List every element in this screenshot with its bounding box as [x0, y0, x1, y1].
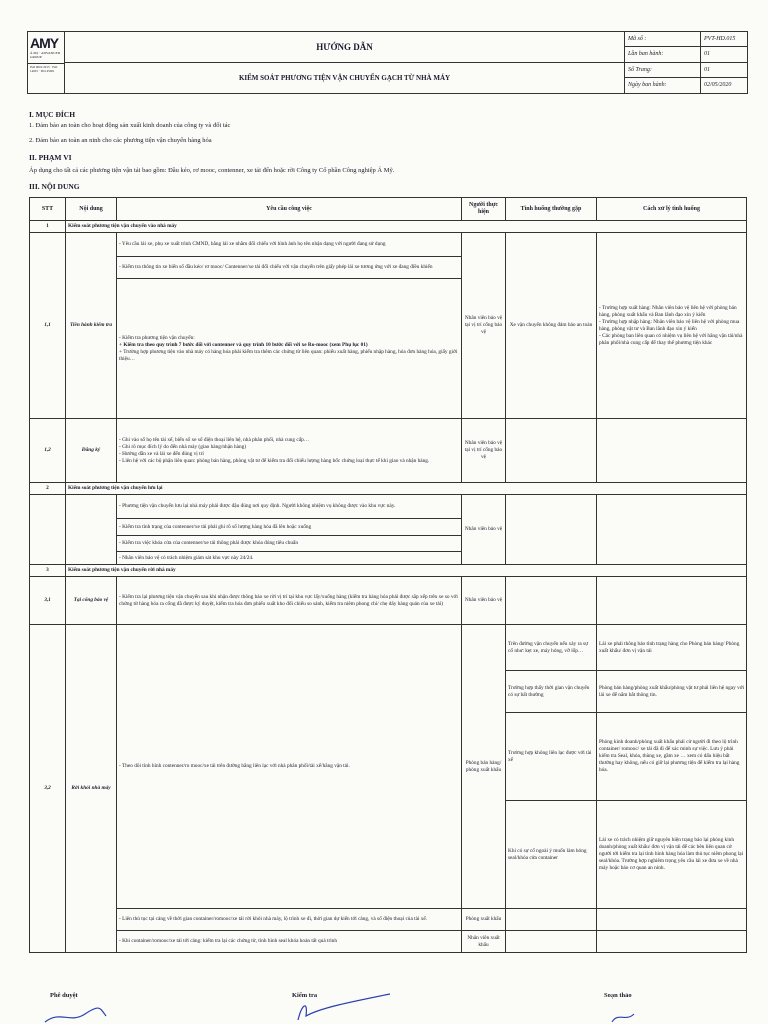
meta-value: PVT-HD.015: [700, 32, 747, 47]
meta-key: Lần ban hành:: [628, 51, 664, 58]
row-requirement: - Nhân viên bảo vệ có trách nhiệm giám sát khu vực này 24/24.: [117, 552, 462, 565]
row-requirement: - Kiểm tra phương tiện vận chuyển:: [119, 334, 195, 341]
row-requirement: - Kiểm tra việc khóa cửa của contenner/xe tải thông phải được khóa đúng tiêu chuẩn: [117, 536, 462, 552]
row-situation: Trường hợp không liên lạc được với tài xế: [506, 713, 597, 801]
purpose-item: 1. Đảm bảo an toàn cho hoạt động sản xuất kinh doanh của công ty và đối tác: [29, 122, 231, 129]
row-content: Đăng ký: [66, 419, 117, 483]
meta-code: [625, 32, 747, 47]
group-title: Kiểm soát phương tiện vận chuyển lưu lại: [66, 483, 747, 495]
col-header-performer: Người thực hiện: [462, 198, 506, 221]
group-number: 1: [30, 221, 66, 233]
row-situation: [506, 419, 597, 483]
purpose-item: 2. Đảm bảo an toàn an ninh cho các phương tiện vận chuyển hàng hóa: [29, 137, 212, 144]
row-handling: Lái xe phải thông báo tình trạng hàng cho Phòng bán hàng/ Phòng xuất khẩu/ đơn vị vận tải: [597, 625, 747, 671]
row-handling: Phòng kinh doanh/phòng xuất khẩu phải cử người đi theo lộ trình container/ romooc/ xe tải đã đi để xác minh sự việc. Lưu ý phải kiểm tra Seal, khóa, thùng xe, gầm xe … xem có dấu hiệu bất thường hay không, nếu có giữ lại phương tiện để kiểm tra lại hàng hóa.: [597, 713, 747, 801]
row-handling: Lái xe có trách nhiệm giữ nguyên hiện trạng báo lại phòng kinh doanh/phòng xuất khẩu/ đơn vị vận tải để các bên liên quan cử người tới kiểm tra lại tình hình hàng hóa làm thủ tục niêm phong lại seal/khóa. Trường hợp nghiêm trọng yêu cầu lái xe đưa xe về nhà máy hoặc báo cơ quan an ninh.: [597, 801, 747, 909]
row-situation: [506, 909, 597, 931]
row-requirement: - Kiểm tra lại phương tiện vận chuyển sau khi nhận được thông báo xe rời vị trí tại khu vực lấy/xuống hàng (kiểm tra hàng hóa phải được sắp xếp trên xe so với chứng từ hàng hóa ra cổng đã được ký duyệt, kiểm tra hóa đơn phiếu xuất kho đối chiếu so sánh, kiểm tra niêm phong chì/ chẹ dây hàng quản của xe tải): [117, 577, 462, 625]
signature-draft-label: Soạn thảo: [604, 992, 632, 999]
meta-issue: [625, 47, 747, 62]
table-row: [30, 419, 747, 483]
scope-text: Áp dụng cho tất cả các phương tiện vận tải bao gồm: Đầu kéo, rơ mooc, contenner, xe tải đến hoặc rời Công ty Cổ phần Công nghiệp Á Mỹ.: [29, 167, 395, 174]
row-number: 3,2: [30, 625, 66, 953]
group-row: [30, 565, 747, 577]
group-title: Kiểm soát phương tiện vận chuyển rời nhà máy: [66, 565, 747, 577]
row-requirement: - Yêu cầu lái xe, phụ xe xuất trình CMND, bằng lái xe nhằm đối chiếu với hình ảnh họ tên nhận dạng với người đang sử dụng: [117, 233, 462, 257]
document-meta: [625, 32, 747, 93]
row-handling: [597, 931, 747, 953]
row-requirement-group: [117, 279, 462, 419]
row-requirement: - Khi container/romooc/xe tải tới cảng: kiểm tra lại các chứng từ, tình hình seal khóa hoàn tất quá trình: [117, 931, 462, 953]
row-performer: Nhân viên bảo vệ tại vị trí cổng bảo vệ: [462, 233, 506, 419]
company-logo: [28, 32, 65, 93]
group-number: 3: [30, 565, 66, 577]
row-situation: [506, 931, 597, 953]
group-row: [30, 221, 747, 233]
row-handling: [597, 495, 747, 565]
logo-text: AMY: [30, 35, 59, 51]
table-row: [30, 577, 747, 625]
signature-check-mark: [290, 990, 400, 1024]
row-requirement: - Theo dõi tình hình contenner/ro mooc/xe tải trên đường bằng liên lạc với nhà phân phối/tài xế/hãng vận tải.: [117, 625, 462, 909]
row-performer: Nhân viên xuất khẩu: [462, 931, 506, 953]
row-handling: [597, 577, 747, 625]
group-number: 2: [30, 483, 66, 495]
row-performer: Phòng xuất khẩu: [462, 909, 506, 931]
row-requirement: + Kiểm tra theo quy trình 7 bước đối với contenner và quy trình 10 bước đối với xe Ro-mooc (xem Phụ lục 01): [119, 341, 368, 348]
row-content: [66, 495, 117, 565]
document-header: [27, 31, 748, 94]
row-content: Tiền hành kiểm tra: [66, 233, 117, 419]
row-performer: Nhân viên bảo vệ: [462, 495, 506, 565]
row-handling: [597, 909, 747, 931]
meta-value: 01: [700, 63, 747, 78]
logo-divider: [28, 63, 64, 64]
logo-certification: ISO 9001:2015 · ISO 14001 · ISO 45001: [30, 65, 58, 73]
row-situation: Trường hợp thấy thời gian vận chuyển có sự bất thường: [506, 671, 597, 713]
row-handling: Phòng bán hàng/phòng xuất khẩu/phòng vật tư phải liên hệ ngay với lái xe để nắm bắt thông tin.: [597, 671, 747, 713]
section-purpose-title: I. MỤC ĐÍCH: [29, 110, 76, 119]
row-situation: [506, 577, 597, 625]
col-header-handling: Cách xử lý tình huống: [597, 198, 747, 221]
procedure-table: [29, 197, 747, 953]
row-requirement: - Kiểm tra tình trạng của contenner/xe tải phải ghi rõ số lượng hàng hóa đã lên hoặc xuống: [117, 519, 462, 536]
row-number: 3,1: [30, 577, 66, 625]
row-performer: Nhân viên bảo vệ: [462, 577, 506, 625]
col-header-no: STT: [30, 198, 66, 221]
table-row: [30, 233, 747, 257]
row-requirement: - Kiểm tra thông tin xe biển số đầu kéo/ rơ mooc/ Contenner/xe tải đối chiếu với vận chuyển trên giấy phép lái xe tương ứng với xe đang điều khiển: [117, 257, 462, 279]
meta-value: 01: [700, 47, 747, 62]
row-performer: Phòng bán hàng/ phòng xuất khẩu: [462, 625, 506, 909]
row-content: Tại cổng bảo vệ: [66, 577, 117, 625]
section-scope-title: II. PHẠM VI: [29, 153, 72, 162]
row-content: Rời khỏi nhà máy: [66, 625, 117, 953]
document-title: HƯỚNG DẪN: [65, 32, 625, 63]
group-row: [30, 483, 747, 495]
logo-subtext: Á Mỹ · ADVANCED GROUP: [30, 51, 61, 59]
row-handling: - Trường hợp xuất hàng: Nhân viên bảo vệ liên hệ với phòng bán hàng, phòng xuất khẩu và Ban lãnh đạo xin ý kiến - Trường hợp nhập hàng: Nhân viên bảo vệ liên hệ với phòng mua hàng, phòng vật tư và Ban lãnh đạo xin ý kiến - Các phòng ban liên quan có nhiệm vụ liên hệ với hãng vận tải/nhà phân phối/nhà cung cấp để thay thế phương tiện khác: [597, 233, 747, 419]
row-number: 1,2: [30, 419, 66, 483]
table-row: [30, 495, 747, 519]
row-number: [30, 495, 66, 565]
row-handling: [597, 419, 747, 483]
col-header-situation: Tình huống thường gặp: [506, 198, 597, 221]
meta-date: [625, 78, 747, 93]
table-row: [30, 909, 747, 931]
meta-value: 02/05/2020: [700, 78, 747, 93]
signature-approve-label: Phê duyệt: [50, 992, 78, 999]
col-header-requirement: Yêu cầu công việc: [117, 198, 462, 221]
meta-key: Số Trang:: [628, 66, 652, 73]
col-header-content: Nội dung: [66, 198, 117, 221]
table-header-row: [30, 198, 747, 221]
row-situation: Trên đường vận chuyển nếu xảy ra sự cố như: kẹt xe, máy hỏng, vỡ lốp…: [506, 625, 597, 671]
table-row: [30, 931, 747, 953]
group-title: Kiểm soát phương tiện vận chuyển vào nhà máy: [66, 221, 747, 233]
meta-key: Mã số :: [628, 36, 647, 42]
row-requirement: + Trường hợp phương tiện vào nhà máy có hàng hóa phải kiểm tra thêm các chứng từ liên quan: phiếu xuất hàng, phiếu nhập hàng, hóa đơn hàng hóa, giấy giới thiệu…: [119, 348, 458, 362]
row-requirement: - Liên thủ tục tại cảng về thời gian container/romooc/xe tải rời khỏi nhà máy, lộ trình xe đi, thời gian dự kiến tới cảng, và số điện thoại của tài xế.: [117, 909, 462, 931]
meta-key: Ngày ban hành:: [628, 81, 667, 88]
row-performer: Nhân viên bảo vệ tại vị trí cổng bảo vệ: [462, 419, 506, 483]
document-subtitle: KIỂM SOÁT PHƯƠNG TIỆN VẬN CHUYỂN GẠCH TỪ NHÀ MÁY: [65, 63, 625, 93]
row-situation: Xe vận chuyển không đảm bảo an toàn: [506, 233, 597, 419]
row-requirement: - Ghi vào sổ họ tên tài xế, biển số xe số điện thoại liên hệ, nhà phân phối, nhà cung cấp… - Ghi rõ mục đích lý do đến nhà máy (giao hàng/nhận hàng) - Hướng dẫn xe và lái xe đến đúng vị trí - Liên hệ với các bộ phận liên quan: phòng bán hàng, phòng vật tư để kiểm tra đối chiếu lượng hàng bốc chứng loại thực tế khi giao và nhận hàng.: [117, 419, 462, 483]
row-situation: [506, 495, 597, 565]
row-number: 1,1: [30, 233, 66, 419]
meta-pages: [625, 63, 747, 78]
signature-check-label: Kiểm tra: [292, 992, 318, 999]
section-content-title: III. NỘI DUNG: [29, 182, 80, 191]
signature-draft-mark: [608, 1010, 648, 1024]
signature-approve-mark: [40, 1006, 110, 1024]
table-row: [30, 625, 747, 671]
row-requirement: - Phương tiện vận chuyển lưu lại nhà máy phải được đậu đúng nơi quy định. Người không nhiệm vụ không được vào khu vực này.: [117, 495, 462, 519]
row-situation: Khi có sự cố ngoài ý muốn làm hỏng seal/khóa cửa container: [506, 801, 597, 909]
